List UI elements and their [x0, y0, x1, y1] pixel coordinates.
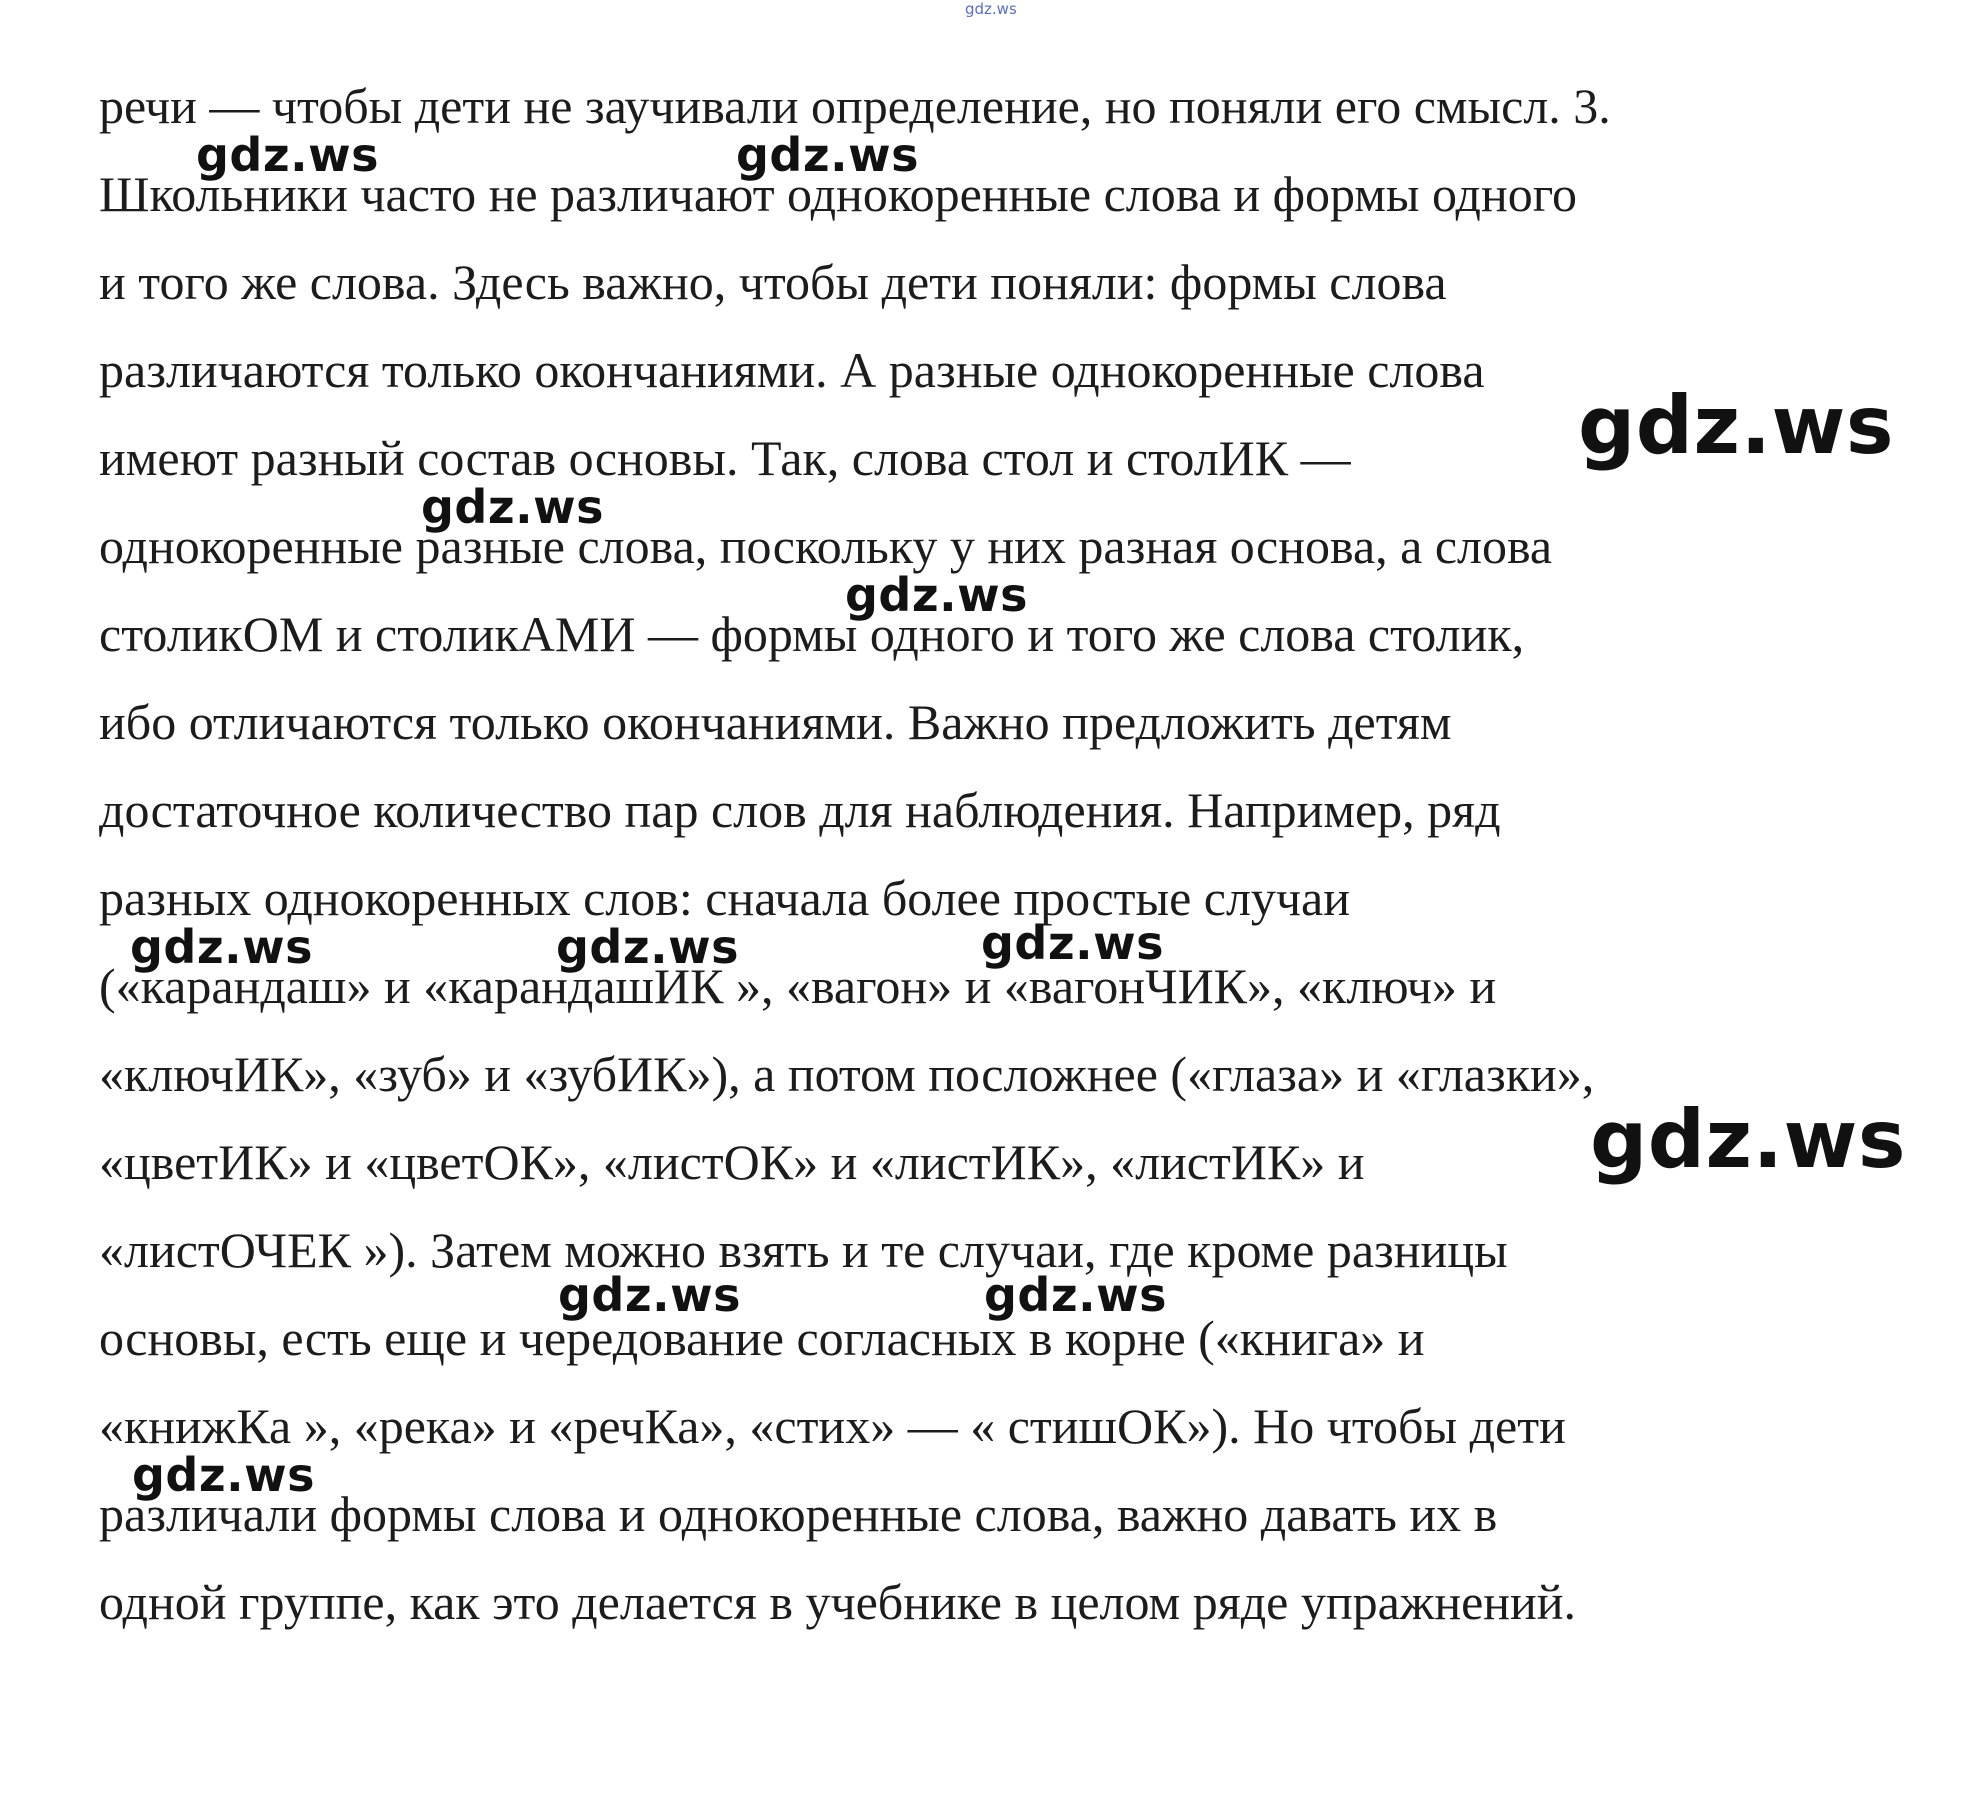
- watermark: gdz.ws: [736, 128, 919, 182]
- text-line-9: достаточное количество пар слов для наблюдения. Например, ряд: [99, 782, 1501, 838]
- text-line-15: основы, есть еще и чередование согласных в корне («книга» и: [99, 1310, 1425, 1366]
- text-line-13: «цветИК» и «цветОК», «листОК» и «листИК», «листИК» и: [99, 1134, 1365, 1190]
- watermark: gdz.ws: [558, 1268, 741, 1322]
- top-watermark: gdz.ws: [965, 0, 1017, 18]
- text-line-6: однокоренные разные слова, поскольку у них разная основа, а слова: [99, 518, 1553, 574]
- text-line-10: разных однокоренных слов: сначала более простые случаи: [99, 870, 1351, 926]
- text-line-2: Школьники часто не различают однокоренные слова и формы одного: [99, 166, 1578, 222]
- text-line-4: различаются только окончаниями. А разные однокоренные слова: [99, 342, 1485, 398]
- watermark: gdz.ws: [132, 1448, 315, 1502]
- watermark: gdz.ws: [845, 568, 1028, 622]
- text-line-1: речи — чтобы дети не заучивали определение, но поняли его смысл. 3.: [99, 78, 1611, 134]
- text-line-16: «книжКа », «река» и «речКа», «стих» — « стишОК»). Но чтобы дети: [99, 1398, 1566, 1454]
- watermark: gdz.ws: [196, 128, 379, 182]
- text-line-3: и того же слова. Здесь важно, чтобы дети поняли: формы слова: [99, 254, 1447, 310]
- text-line-18: одной группе, как это делается в учебнике в целом ряде упражнений.: [99, 1574, 1577, 1630]
- watermark: gdz.ws: [1578, 379, 1895, 472]
- text-line-12: «ключИК», «зуб» и «зубИК»), а потом посложнее («глаза» и «глазки»,: [99, 1046, 1595, 1102]
- watermark: gdz.ws: [984, 1268, 1167, 1322]
- watermark: gdz.ws: [1590, 1093, 1907, 1186]
- text-line-11: («карандаш» и «карандашИК », «вагон» и «вагонЧИК», «ключ» и: [99, 958, 1497, 1014]
- text-line-7: столикОМ и столикАМИ — формы одного и того же слова столик,: [99, 606, 1525, 662]
- watermark: gdz.ws: [130, 920, 313, 974]
- watermark: gdz.ws: [556, 920, 739, 974]
- text-line-5: имеют разный состав основы. Так, слова стол и столИК —: [99, 430, 1351, 486]
- watermark: gdz.ws: [981, 916, 1164, 970]
- text-line-8: ибо отличаются только окончаниями. Важно предложить детям: [99, 694, 1452, 750]
- text-line-17: различали формы слова и однокоренные слова, важно давать их в: [99, 1486, 1498, 1542]
- watermark: gdz.ws: [421, 480, 604, 534]
- text-line-14: «листОЧЕК »). Затем можно взять и те случаи, где кроме разницы: [99, 1222, 1508, 1278]
